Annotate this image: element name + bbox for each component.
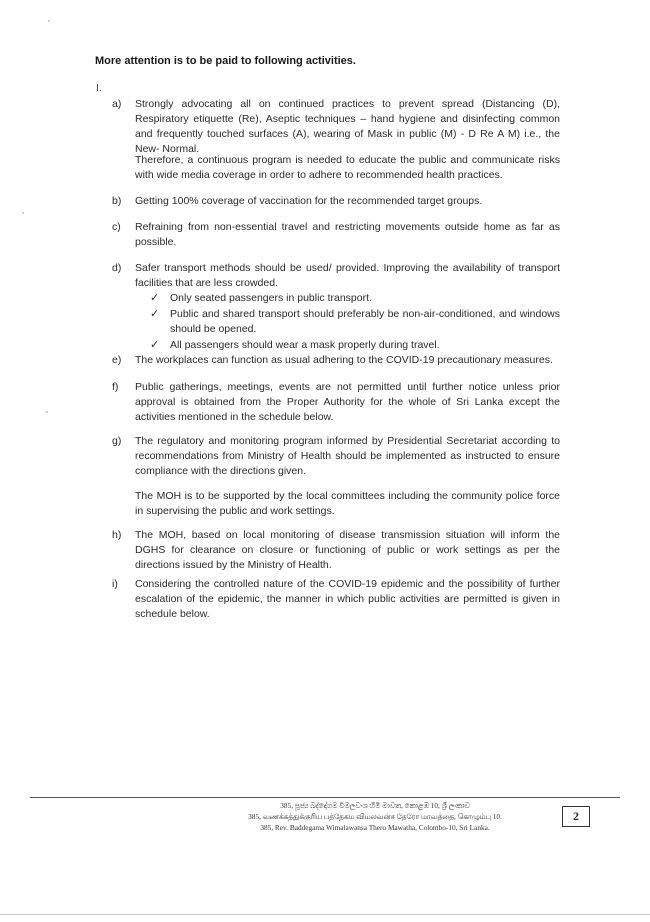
bullet-text: Only seated passengers in public transport. xyxy=(170,292,372,304)
item-text: Considering the controlled nature of the COVID-19 epidemic and the possibility of further escalation of the epidemic, the manner in which public activities are permitted is given in schedule below. xyxy=(135,578,560,620)
list-item-a xyxy=(112,97,560,157)
list-item-b xyxy=(112,194,560,209)
bullet-item xyxy=(148,291,560,306)
item-text: Strongly advocating all on continued practices to prevent spread (Distancing (D), Respiratory etiquette (Re), Aseptic techniques – hand hygiene and disinfecting common and frequently touched surfaces (A), wearing of Mask in public (M) - D Re A M) i.e., the New- Normal. xyxy=(135,98,560,155)
item-text: Refraining from non-essential travel and restricting movements outside home as far as possible. xyxy=(135,221,560,248)
item-label: c) xyxy=(112,221,121,233)
scan-speck xyxy=(46,411,48,413)
item-g-note: The MOH is to be supported by the local committees including the community police force in supervising the public and work settings. xyxy=(135,490,560,517)
item-text: The MOH, based on local monitoring of disease transmission situation will inform the DGHS for clearance on closure or functioning of public or work settings as per the directions issued by the Ministry of Health. xyxy=(135,529,560,571)
bullet-text: Public and shared transport should preferably be non-air-conditioned, and windows should be opened. xyxy=(170,308,560,335)
item-a-note: Therefore, a continuous program is needed to educate the public and communicate risks with wide media coverage in order to adhere to recommended health practices. xyxy=(135,154,560,181)
checkmark-icon: ✓ xyxy=(150,339,160,351)
scan-speck xyxy=(22,212,24,214)
item-label: e) xyxy=(112,354,122,366)
item-text: Getting 100% coverage of vaccination for the recommended target groups. xyxy=(135,195,483,207)
section-heading: More attention is to be paid to following activities. xyxy=(95,55,356,67)
list-item-d xyxy=(112,261,560,291)
item-label: h) xyxy=(112,529,122,541)
item-label: i) xyxy=(112,578,118,590)
footer-divider xyxy=(30,797,620,798)
address-sinhala: 385, පූජ්‍ය බද්දේගම විමලවංශ හිමි මාවත, කොළඹ 10, ශ්‍රී ලංකාව xyxy=(280,801,470,810)
footer-address xyxy=(225,800,525,833)
list-item-g xyxy=(112,434,560,479)
bullet-text: All passengers should wear a mask properly during travel. xyxy=(170,339,440,351)
item-text: Public gatherings, meetings, events are not permitted until further notice unless prior approval is obtained from the Proper Authority for the whole of Sri Lanka except the activities mentioned in the schedule below. xyxy=(135,381,560,423)
checkmark-icon: ✓ xyxy=(150,308,160,320)
item-text: The workplaces can function as usual adhering to the COVID-19 precautionary measures. xyxy=(135,354,553,366)
list-item-i xyxy=(112,577,560,622)
list-item-h xyxy=(112,528,560,573)
item-text: Safer transport methods should be used/ provided. Improving the availability of transport facilities that are less crowded. xyxy=(135,262,560,289)
scan-speck xyxy=(48,20,50,22)
bullet-item xyxy=(148,307,560,337)
item-label: d) xyxy=(112,262,122,274)
bullet-item xyxy=(148,338,560,353)
list-item-e xyxy=(112,353,560,368)
item-text: The regulatory and monitoring program informed by Presidential Secretariat according to recommendations from Ministry of Health should be implemented as instructed to ensure compliance with the directions given. xyxy=(135,435,560,477)
scan-edge-line xyxy=(0,914,650,915)
item-label: a) xyxy=(112,98,122,110)
item-label: g) xyxy=(112,435,122,447)
transport-bullet-list xyxy=(148,291,560,354)
item-label: f) xyxy=(112,381,119,393)
list-item-f xyxy=(112,380,560,425)
page-number: 2 xyxy=(562,806,590,827)
item-label: b) xyxy=(112,195,122,207)
list-item-c xyxy=(112,220,560,250)
address-english: 385, Rev. Baddegama Wimalawansa Thero Mawatha, Colombo-10, Sri Lanka. xyxy=(260,823,490,832)
roman-numeral: I. xyxy=(96,82,102,94)
checkmark-icon: ✓ xyxy=(150,292,160,304)
address-tamil: 385, வணக்கத்துக்குரிய பத்தேகம விமலவன்ச தேரோ மாவத்தை, கொழும்பு 10. xyxy=(248,812,502,821)
